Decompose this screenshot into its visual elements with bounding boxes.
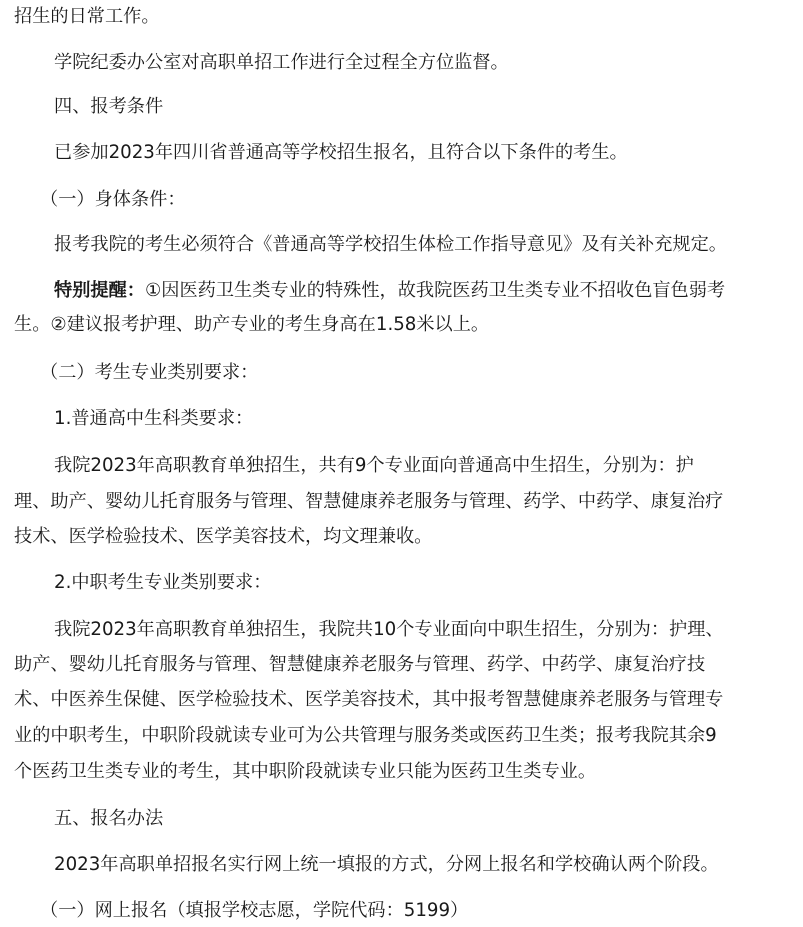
paragraph-line-9 <box>54 615 795 645</box>
line-text: 已参加2023年四川省普通高等学校招生报名，且符合以下条件的考生。 <box>54 142 628 163</box>
special-reminder-line <box>54 276 795 306</box>
line-text: 我院2023年高职教育单独招生，共有9个专业面向普通高中生招生，分别为：护 <box>54 455 694 476</box>
paragraph-line-14 <box>54 850 795 880</box>
line-text: 助产、婴幼儿托育服务与管理、智慧健康养老服务与管理、药学、中药学、康复治疗技 <box>14 654 706 675</box>
section-heading-5 <box>54 804 795 834</box>
paragraph-line-2 <box>54 48 795 78</box>
line-text: 技术、医学检验技术、医学美容技术，均文理兼收。 <box>14 526 433 547</box>
line-text: （一）身体条件： <box>40 189 186 210</box>
line-text: 理、助产、婴幼儿托育服务与管理、智慧健康养老服务与管理、药学、中药学、康复治疗 <box>14 491 724 512</box>
line-text: 报考我院的考生必须符合《普通高等学校招生体检工作指导意见》及有关补充规定。 <box>54 234 727 255</box>
line-text: 招生的日常工作。 <box>14 6 160 27</box>
paragraph-line-12 <box>14 721 795 751</box>
paragraph-line-10 <box>14 650 795 680</box>
subsection-heading-online <box>40 896 795 926</box>
paragraph-line-8 <box>14 522 795 552</box>
line-text: 2.中职考生专业类别要求： <box>54 572 272 593</box>
paragraph-line-13 <box>14 757 795 787</box>
line-text: 我院2023年高职教育单独招生，我院共10个专业面向中职生招生，分别为：护理、 <box>54 619 724 640</box>
special-reminder-label: 特别提醒： <box>54 280 145 301</box>
paragraph-line-4 <box>54 230 795 260</box>
paragraph-line-6 <box>54 451 795 481</box>
line-text: 业的中职考生，中职阶段就读专业可为公共管理与服务类或医药卫生类；报考我院其余9 <box>14 725 717 746</box>
line-text: 2023年高职单招报名实行网上统一填报的方式，分网上报名和学校确认两个阶段。 <box>54 854 719 875</box>
paragraph-line-7 <box>14 487 795 517</box>
line-text: （二）考生专业类别要求： <box>40 362 259 383</box>
subsection-heading-major <box>40 358 795 388</box>
paragraph-line-11 <box>14 685 795 715</box>
item-heading-vocational <box>54 568 795 598</box>
line-text: 四、报考条件 <box>54 96 164 117</box>
line-text: ①因医药卫生类专业的特殊性，故我院医药卫生类专业不招收色盲色弱考 <box>144 280 726 301</box>
section-heading-4 <box>54 92 795 122</box>
paragraph-line-5 <box>14 310 795 340</box>
paragraph-line-1 <box>14 2 795 32</box>
line-text: 个医药卫生类专业的考生，其中职阶段就读专业只能为医药卫生类专业。 <box>14 761 597 782</box>
line-text: （一）网上报名（填报学校志愿，学院代码：5199） <box>40 900 469 921</box>
paragraph-line-3 <box>54 138 795 168</box>
item-heading-highschool <box>54 404 795 434</box>
line-text: 学院纪委办公室对高职单招工作进行全过程全方位监督。 <box>54 52 509 73</box>
line-text: 术、中医养生保健、医学检验技术、医学美容技术，其中报考智慧健康养老服务与管理专 <box>14 689 724 710</box>
line-text: 五、报名办法 <box>54 808 164 829</box>
line-text: 1.普通高中生科类要求： <box>54 408 254 429</box>
subsection-heading-physical <box>40 185 795 215</box>
line-text: 生。②建议报考护理、助产专业的考生身高在1.58米以上。 <box>14 314 490 335</box>
